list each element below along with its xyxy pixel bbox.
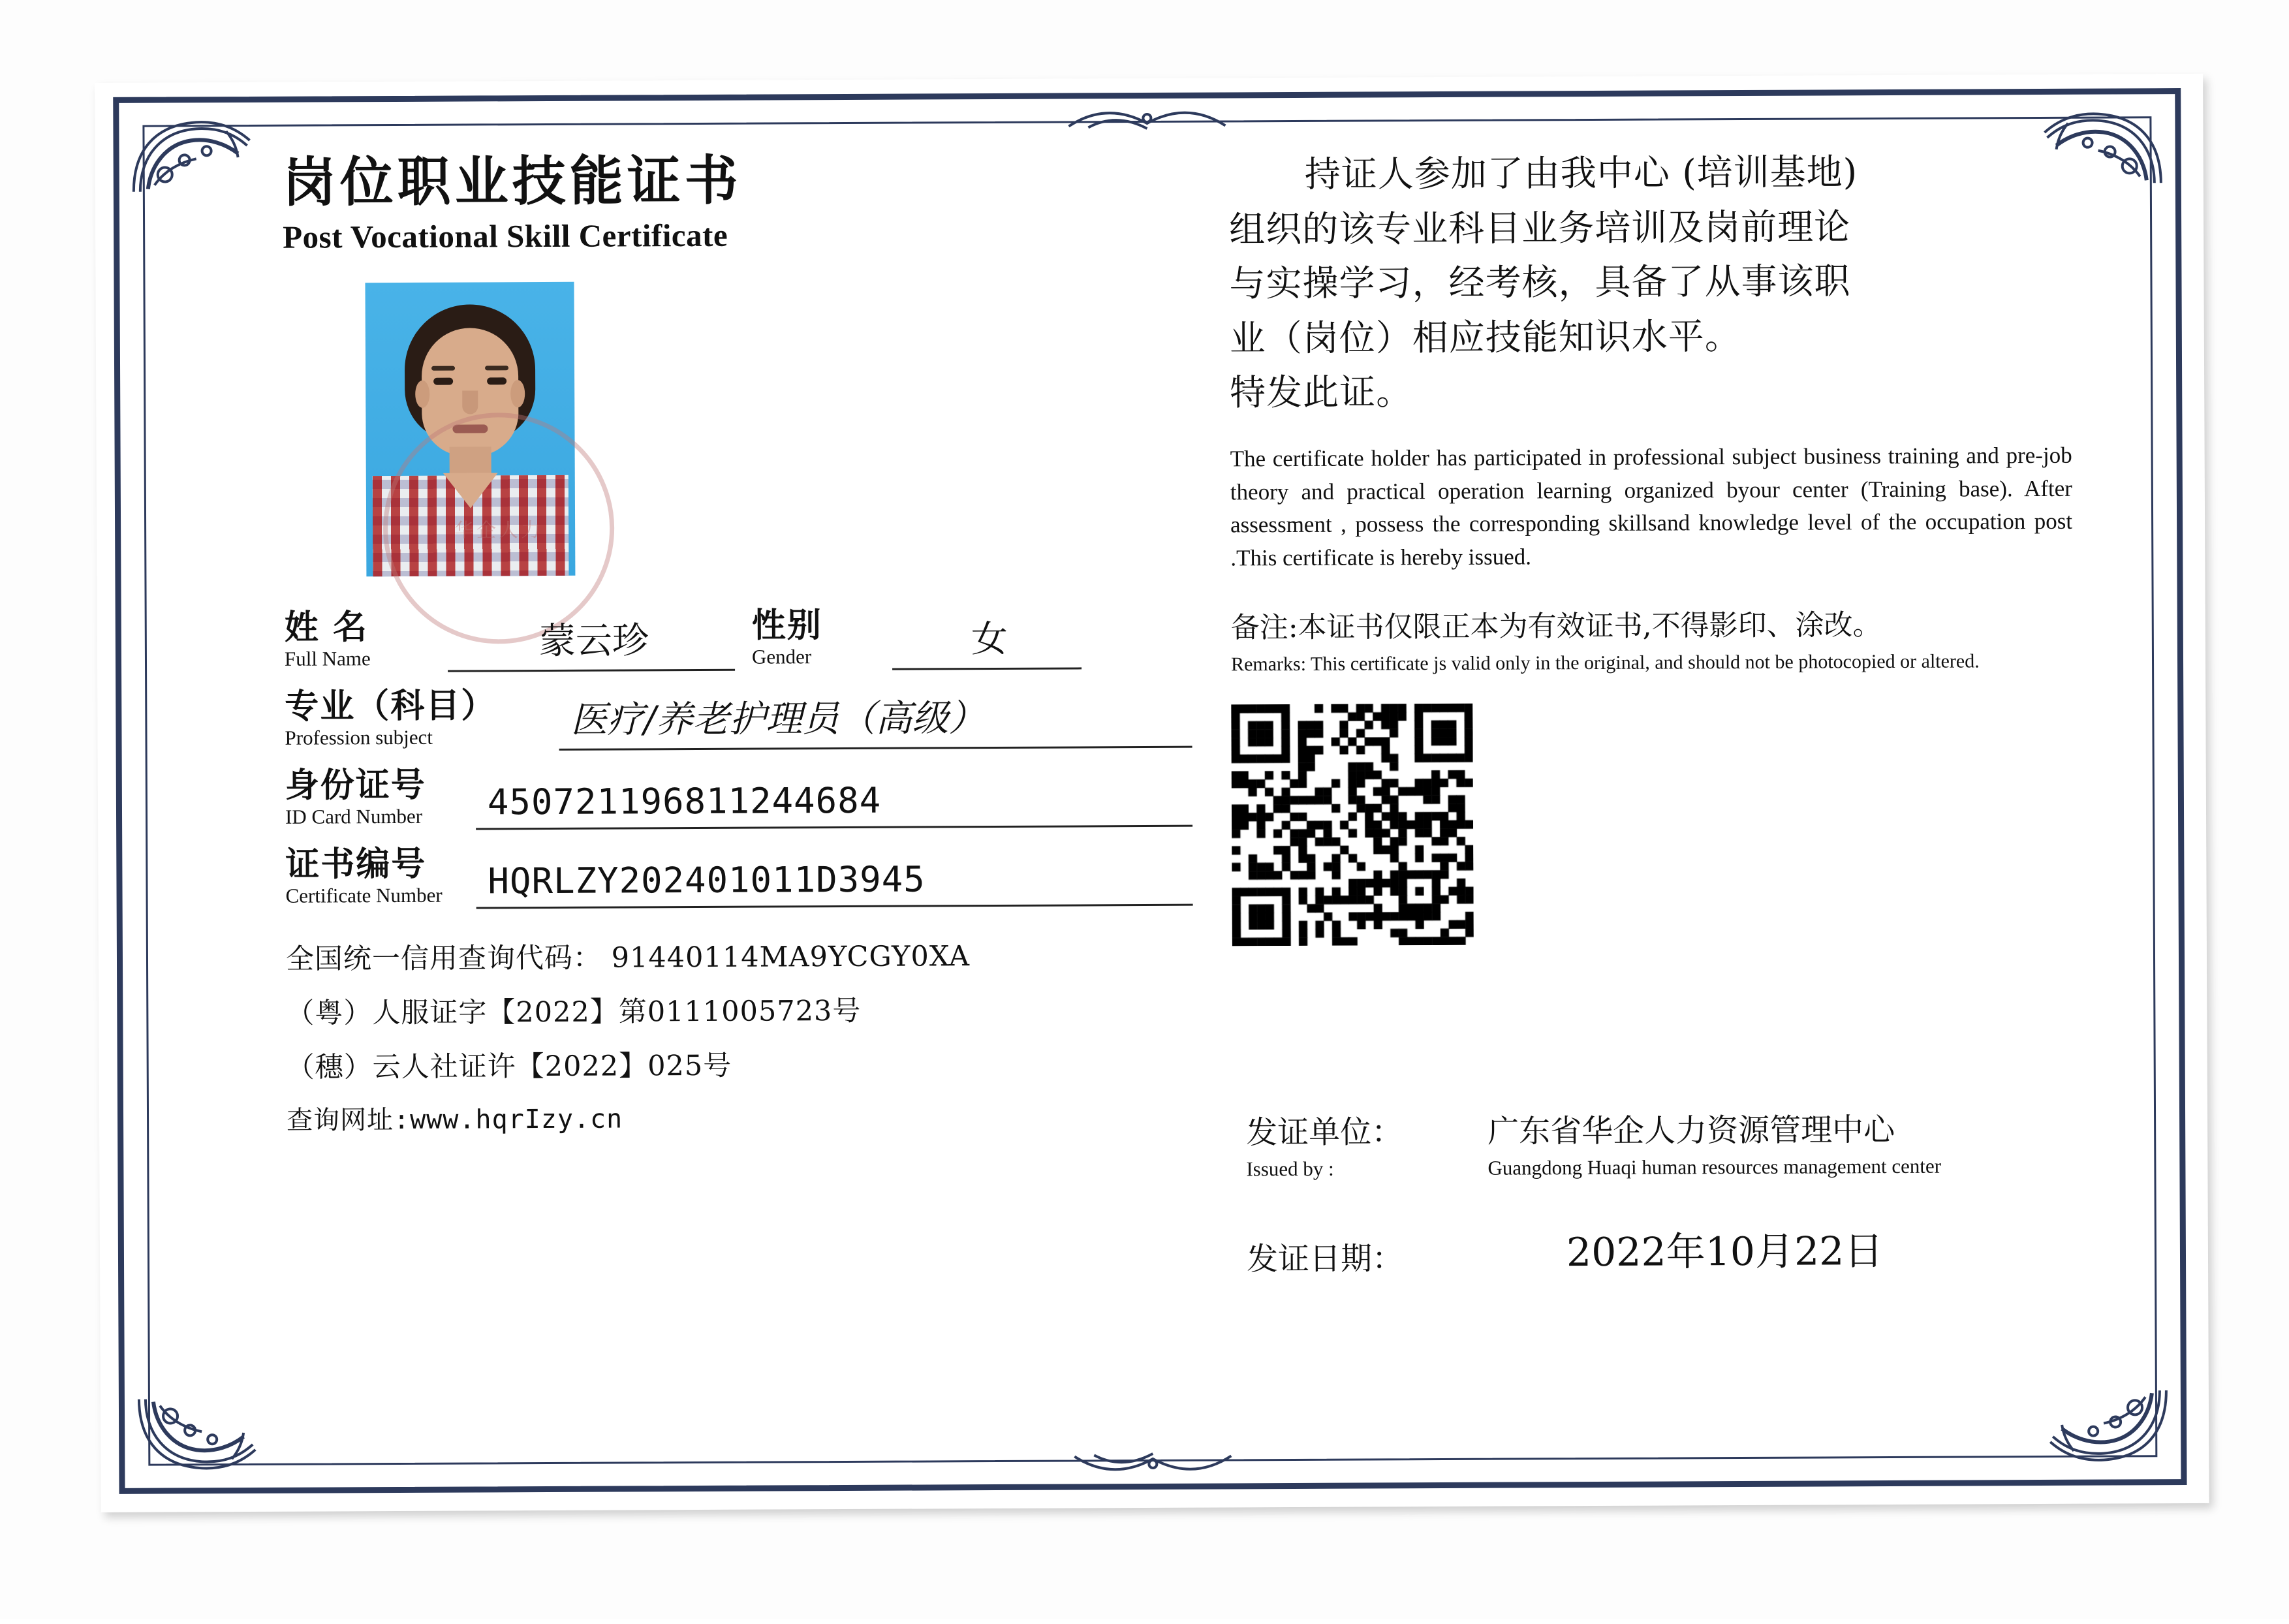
- issue-date-label: 发证日期：: [1246, 1240, 1404, 1278]
- field-value-gender: 女: [892, 610, 1082, 670]
- holder-photo-wrap: [365, 282, 575, 576]
- certificate-frame-outer: [113, 88, 2187, 1494]
- field-value-full-name: 蒙云珍: [448, 612, 735, 672]
- field-label-en: Certificate Number: [285, 883, 443, 907]
- field-label-cn: 性别: [751, 605, 822, 646]
- field-label-en: ID Card Number: [285, 804, 423, 828]
- field-label-en: Full Name: [284, 647, 371, 670]
- field-label-profession-subject: [285, 685, 559, 752]
- remarks-en: Remarks: This certificate js valid only in the original, and should not be photocopied or altered.: [1230, 650, 1980, 676]
- field-label-cn: 姓 名: [284, 607, 369, 648]
- field-row-profession-subject: [285, 686, 1192, 752]
- issuer-block: [1246, 1103, 2121, 1279]
- footer-notes: [286, 933, 1194, 1137]
- field-label-full-name: [284, 607, 448, 673]
- statement-cn-line: 持证人参加了由我中心 (培训基地): [1304, 151, 1858, 195]
- footer-note-credit-code: 全国统一信用查询代码： 91440114MA9YCGY0XA: [285, 940, 971, 976]
- field-label-certificate-number: [285, 843, 476, 910]
- field-label-gender: [751, 605, 892, 671]
- issuer-row: [1246, 1103, 2121, 1181]
- statement-cn-line: 业（岗位）相应技能知识水平。: [1229, 315, 1741, 360]
- field-value-certificate-number: HQRLZY202401011D3945: [476, 858, 1192, 909]
- certificate-title-en: Post Vocational Skill Certificate: [283, 217, 728, 255]
- statement-cn-line: 特发此证。: [1230, 371, 1413, 414]
- field-row-certificate-number: [285, 844, 1192, 910]
- issuer-label-cn: 发证单位：: [1246, 1114, 1403, 1151]
- footer-note-license-1: （粤）人服证字【2022】第0111005723号: [286, 994, 862, 1030]
- right-column: [1228, 144, 2133, 1278]
- issuer-value-en: Guangdong Huaqi human resources management center: [1487, 1154, 1942, 1179]
- statement-cn: [1229, 144, 2131, 420]
- query-website[interactable]: 查询网址:www.hqrIzy.cn: [286, 1104, 623, 1136]
- field-label-id-card-number: [285, 764, 476, 831]
- certificate-content: [158, 120, 2148, 1461]
- field-label-en: Gender: [751, 645, 812, 668]
- statement-cn-line: 与实操学习，经考核，具备了从事该职: [1229, 260, 1851, 305]
- issue-date-value: 2022年10月22日: [1566, 1228, 1884, 1276]
- remarks-cn: 备注:本证书仅限正本为有效证书,不得影印、涂改。: [1230, 608, 1882, 645]
- footer-note-license-2: （穗）云人社证许【2022】025号: [286, 1049, 732, 1084]
- fields-list: [285, 607, 1193, 910]
- issuer-value-cn: 广东省华企人力资源管理中心: [1487, 1111, 1895, 1150]
- field-row-full-name: [285, 607, 1192, 673]
- photo-overlay-seal-text: 华企人力: [454, 519, 544, 542]
- field-label-cn: 专业（科目）: [285, 685, 497, 726]
- statement-en: The certificate holder has participated in professional subject business training and pre-job theory and practical operation learning organized byour center (Training base). After assessment , possess the corresponding skillsand knowledge level of the occupation post .This certificate is hereby issued.: [1230, 442, 2073, 571]
- field-value-profession-subject: 医疗/养老护理员（高级）: [559, 689, 1192, 751]
- statement-cn-line: 组织的该专业科目业务培训及岗前理论: [1228, 205, 1851, 251]
- issue-date-row: [1247, 1219, 2121, 1279]
- left-column: [283, 151, 1194, 1151]
- field-row-id-card-number: [285, 765, 1192, 831]
- field-value-id-card-number: 450721196811244684: [476, 779, 1192, 830]
- issuer-label: [1246, 1106, 1487, 1181]
- certificate-title-cn: 岗位职业技能证书: [282, 149, 743, 214]
- verification-qr-code[interactable]: [1231, 704, 1474, 946]
- field-label-en: Profession subject: [285, 725, 433, 749]
- issuer-value: [1487, 1104, 1941, 1180]
- field-label-cn: 身份证号: [285, 764, 426, 805]
- issuer-label-en: Issued by :: [1246, 1157, 1334, 1181]
- field-label-cn: 证书编号: [285, 843, 427, 884]
- holder-photo: [365, 282, 575, 576]
